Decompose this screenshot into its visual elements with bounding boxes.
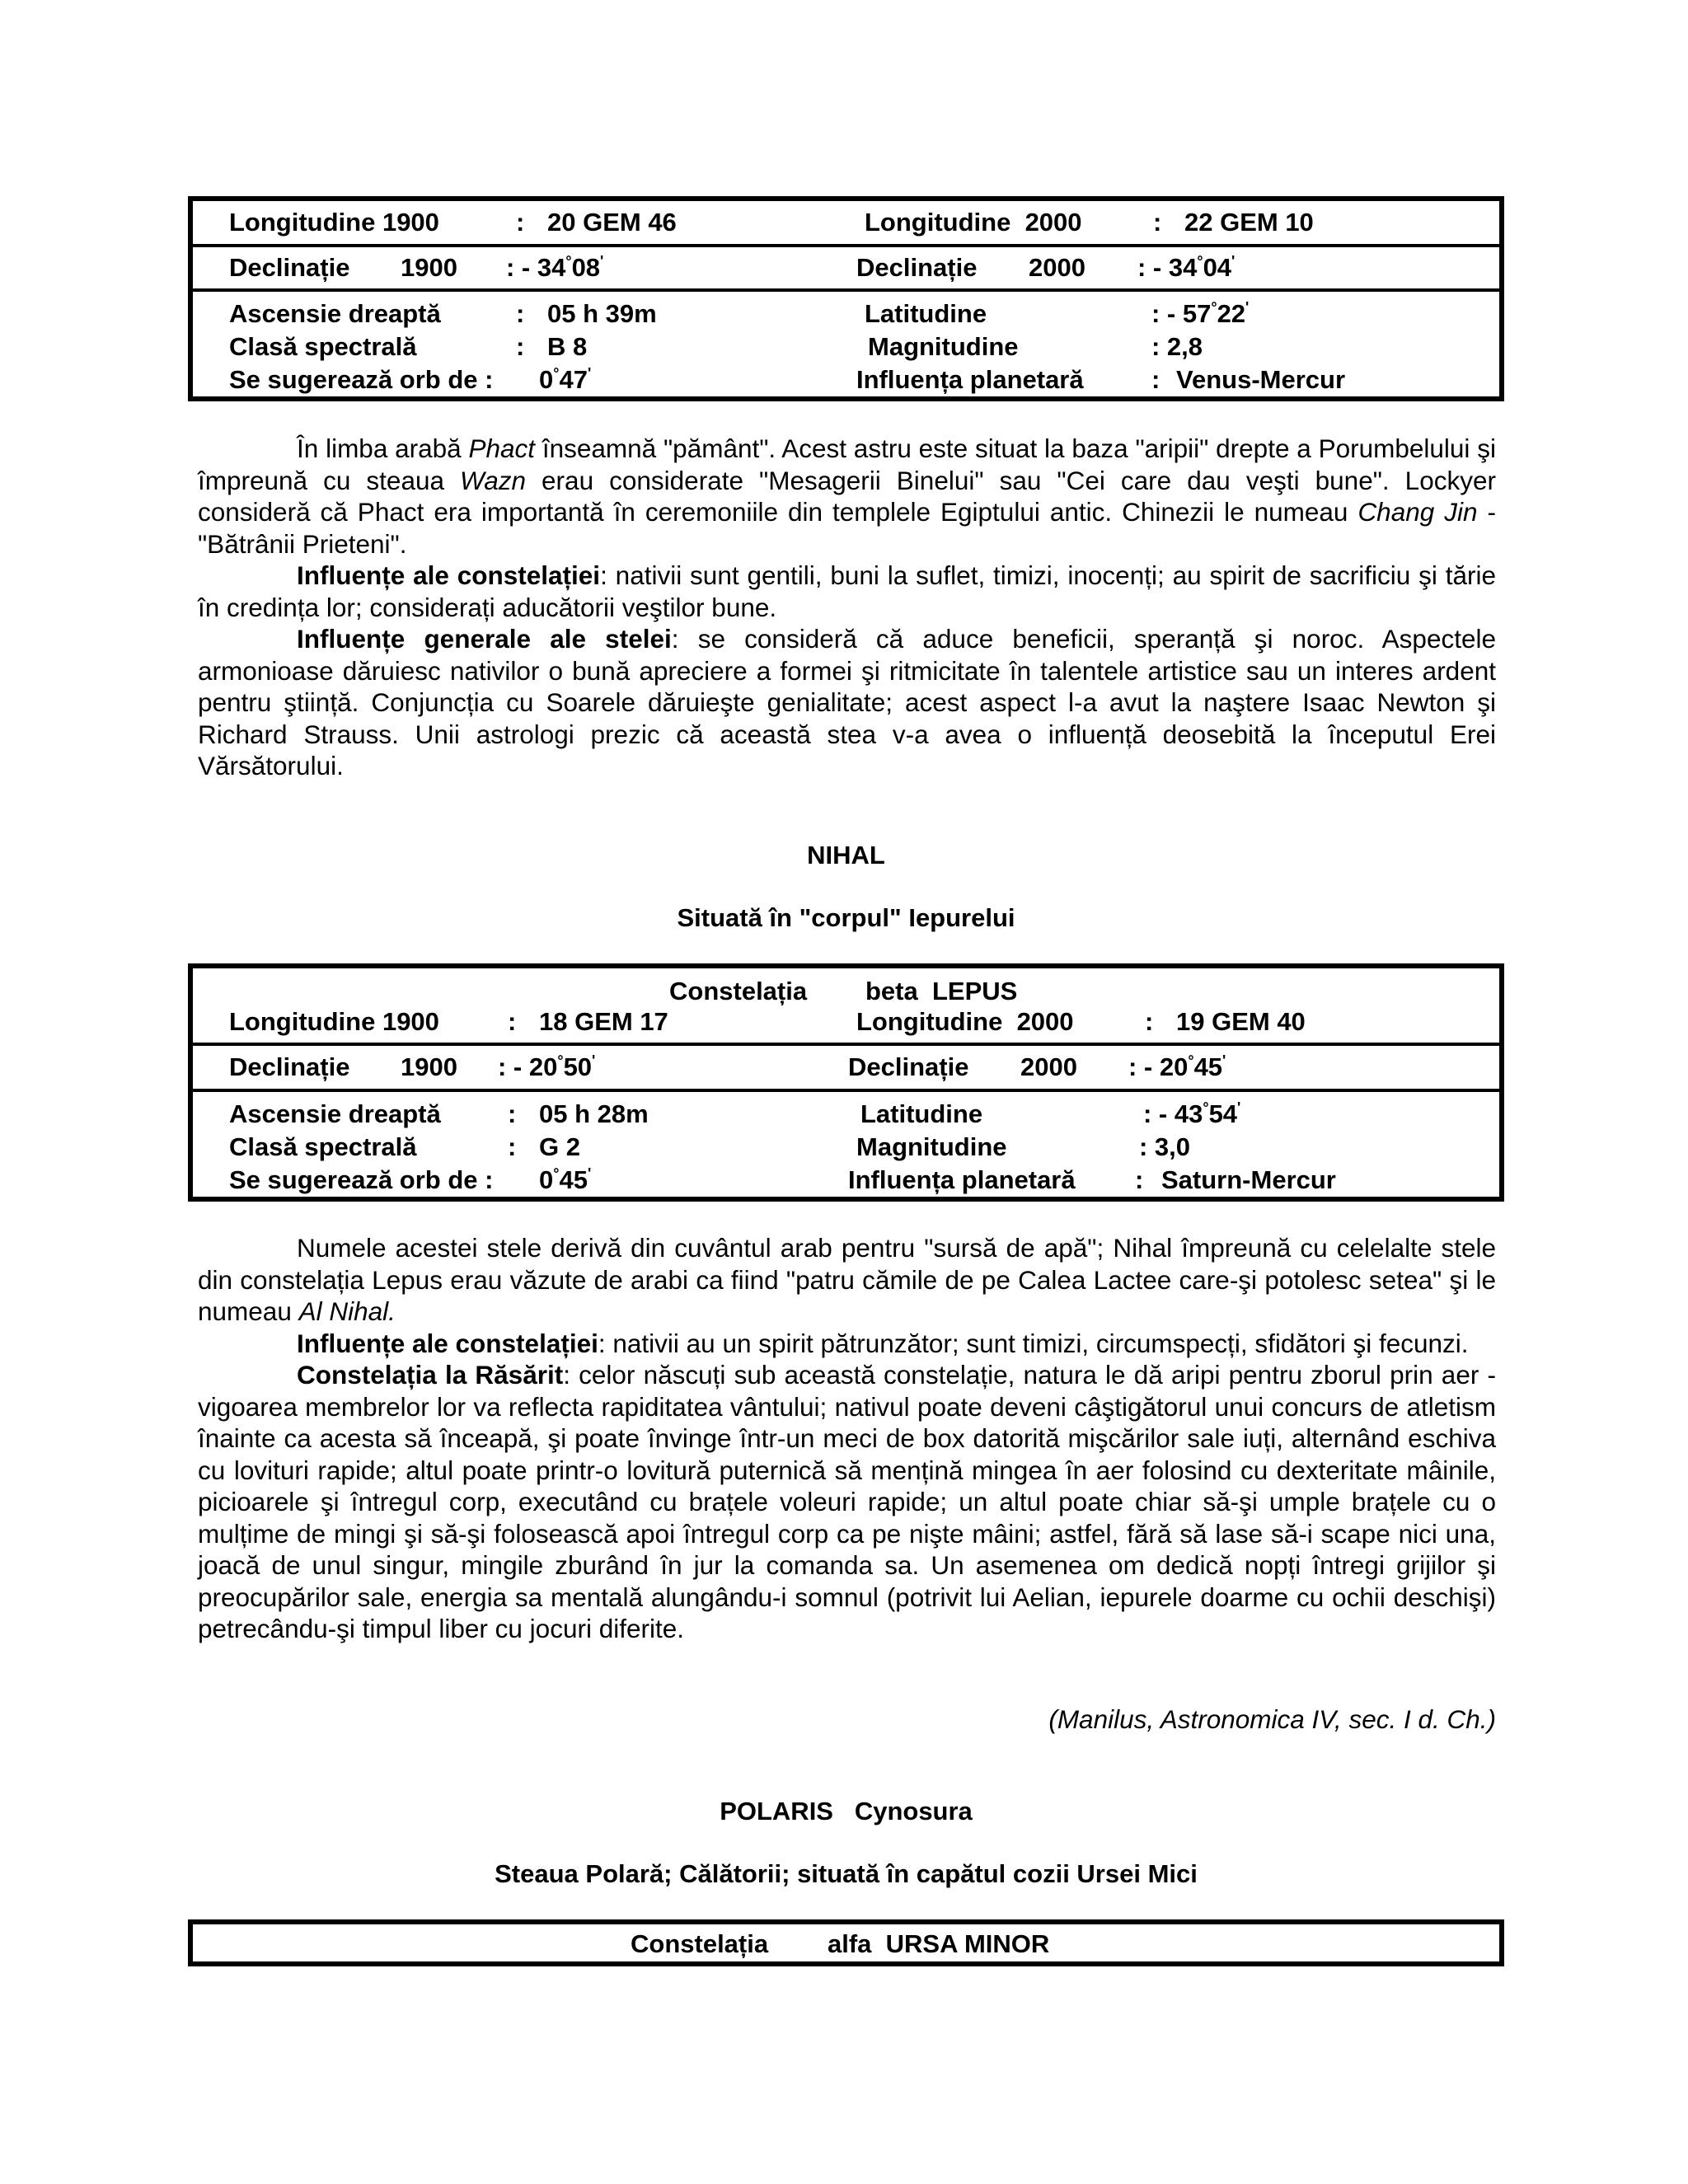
star-data-box-phact xyxy=(188,196,1504,401)
colon: : xyxy=(1135,1165,1144,1194)
longitude-2000-label: Longitudine 2000 xyxy=(856,1007,1074,1036)
constellation-row xyxy=(193,1924,1499,1961)
paragraph: Influențe ale constelației: nativii au un spirit pătrunzător; sunt timizi, circumspecți, sfidători şi fecunzi. xyxy=(297,1328,1469,1358)
planetary-influence-label: Influența planetară xyxy=(848,1165,1076,1194)
star-data-box-polaris xyxy=(188,1919,1504,1966)
declination-1900-label: Declinație xyxy=(229,253,350,282)
colon: : xyxy=(508,1132,517,1161)
latitude-label: Latitudine xyxy=(860,1099,983,1128)
constellation-label: Constelația xyxy=(669,977,808,1005)
declination-1900-year: 1900 xyxy=(401,253,457,282)
orb-value: 0°47' xyxy=(539,365,592,394)
declination-2000-label: Declinație xyxy=(856,253,978,282)
ascension-value: 05 h 39m xyxy=(547,299,657,328)
citation: (Manilus, Astronomica IV, sec. I d. Ch.) xyxy=(1048,1704,1496,1734)
latitude-label: Latitudine xyxy=(865,299,987,328)
declination-1900-label: Declinație xyxy=(229,1052,350,1081)
ascension-label: Ascensie dreaptă xyxy=(229,299,441,328)
paragraph: În limba arabă Phact înseamnă "pământ". Acest astru este situat la baza "aripii" drepte a Porumbelului şi împreună cu steaua Wazn erau considerate "Mesagerii Binelui" sau "Cei care dau veşti bune". Lockyer consideră că Phact era importantă în ceremoniile din templele Egiptului antic. Chinezii le numeau Chang Jin - "Bătrânii Prieteni". xyxy=(198,434,1496,559)
declination-row xyxy=(193,244,1499,288)
orb-value: 0°45' xyxy=(539,1165,592,1194)
latitude-value: : - 43°54' xyxy=(1143,1099,1241,1128)
section-title: NIHAL xyxy=(807,841,885,869)
longitude-2000-value: 22 GEM 10 xyxy=(1184,208,1314,237)
longitude-row xyxy=(193,201,1499,244)
declination-2000-year: 2000 xyxy=(1029,253,1085,282)
declination-1900-value: : - 34°08' xyxy=(506,253,604,282)
orb-label: Se sugerează orb de : xyxy=(229,365,494,394)
colon: : xyxy=(1145,1007,1154,1036)
longitude-1900-value: 18 GEM 17 xyxy=(539,1007,668,1036)
paragraph: Numele acestei stele derivă din cuvântul arab pentru "sursă de apă"; Nihal împreună cu celelalte stele din constelația Lepus erau văzute de arabi ca fiind "patru cămile de pe Calea Lactee care-şi potolesc setea" şi le numeau Al Nihal. xyxy=(198,1233,1496,1326)
declination-2000-value: : - 20°45' xyxy=(1128,1052,1226,1081)
colon: : xyxy=(508,1099,517,1128)
longitude-2000-value: 19 GEM 40 xyxy=(1176,1007,1306,1036)
ascension-value: 05 h 28m xyxy=(539,1099,649,1128)
constellation-value: beta LEPUS xyxy=(865,977,1018,1005)
declination-2000-year: 2000 xyxy=(1020,1052,1077,1081)
details-block xyxy=(193,288,1499,399)
magnitude-label: Magnitudine xyxy=(868,332,1019,361)
ascension-label: Ascensie dreaptă xyxy=(229,1099,441,1128)
phact-description xyxy=(198,433,1496,782)
declination-1900-year: 1900 xyxy=(401,1052,457,1081)
section-subtitle: Situată în "corpul" Iepurelui xyxy=(677,903,1015,932)
spectral-class-label: Clasă spectrală xyxy=(229,1132,417,1161)
longitude-1900-value: 20 GEM 46 xyxy=(547,208,677,237)
declination-2000-label: Declinație xyxy=(848,1052,969,1081)
constellation-value: alfa URSA MINOR xyxy=(828,1929,1050,1958)
section-subtitle: Steaua Polară; Călătorii; situată în capătul cozii Ursei Mici xyxy=(495,1859,1198,1888)
spectral-class-label: Clasă spectrală xyxy=(229,332,417,361)
constellation-longitude-row xyxy=(193,968,1499,1043)
magnitude-value: : 3,0 xyxy=(1139,1132,1191,1161)
longitude-1900-label: Longitudine 1900 xyxy=(229,1007,439,1036)
colon: : xyxy=(516,332,525,361)
latitude-value: : - 57°22' xyxy=(1151,299,1250,328)
orb-label: Se sugerează orb de : xyxy=(229,1165,494,1194)
colon: : xyxy=(516,299,525,328)
nihal-description xyxy=(198,1232,1496,1645)
declination-1900-value: : - 20°50' xyxy=(498,1052,596,1081)
longitude-1900-label: Longitudine 1900 xyxy=(229,208,439,237)
longitude-2000-label: Longitudine 2000 xyxy=(865,208,1082,237)
paragraph: Influențe ale constelației: nativii sunt gentili, buni la suflet, timizi, inocenți; au spirit de sacrificiu şi tărie în credința lor; considerați aducătorii veştilor bune. xyxy=(198,560,1496,622)
paragraph: Influențe generale ale stelei: se consideră că aduce beneficii, speranță şi noroc. Aspectele armonioase dăruiesc nativilor o bună apreciere a formei şi ritmicitate în talentele artistice sau un interes ardent pentru ştiință. Conjuncția cu Soarele dăruieşte genialitate; acest aspect l-a avut la naştere Isaac Newton şi Richard Strauss. Unii astrologi prezic că această stea v-a avea o influență deosebită la începutul Erei Vărsătorului. xyxy=(198,624,1496,780)
colon: : xyxy=(1151,365,1160,394)
declination-row xyxy=(193,1043,1499,1089)
details-block xyxy=(193,1089,1499,1199)
planetary-influence-label: Influența planetară xyxy=(856,365,1084,394)
section-title: POLARIS Cynosura xyxy=(720,1797,973,1825)
planetary-influence-value: Venus-Mercur xyxy=(1176,365,1346,394)
constellation-label: Constelația xyxy=(631,1929,769,1958)
colon: : xyxy=(516,208,525,237)
star-data-box-nihal xyxy=(188,963,1504,1202)
declination-2000-value: : - 34°04' xyxy=(1137,253,1236,282)
magnitude-label: Magnitudine xyxy=(856,1132,1007,1161)
magnitude-value: : 2,8 xyxy=(1151,332,1203,361)
colon: : xyxy=(1153,208,1162,237)
spectral-class-value: B 8 xyxy=(547,332,588,361)
planetary-influence-value: Saturn-Mercur xyxy=(1161,1165,1336,1194)
colon: : xyxy=(508,1007,517,1036)
paragraph: Constelația la Răsărit: celor născuți sub această constelație, natura le dă aripi pentru zborul prin aer - vigoarea membrelor lor va reflecta rapiditatea vântului; nativul poate deveni câştigătorul unui concurs de atletism înainte ca acesta să înceapă, şi poate învinge într-un meci de box datorită mişcărilor sale iuți, alternând eschiva cu lovituri rapide; altul poate printr-o lovitură puternică să mențină mingea în aer folosind cu dexteritate mâinile, picioarele şi întregul corp, executând cu brațele voleuri rapide; un altul poate chiar să-şi umple brațele cu o mulțime de mingi şi să-şi folosească apoi întregul corp ca pe nişte mâini; astfel, fără să lase să-i scape nici una, joacă de unul singur, mingile zburând în jur la comanda sa. Un asemenea om dedică nopți întregi grijilor şi preocupărilor sale, energia sa mentală alungându-i somnul (potrivit lui Aelian, iepurele doarme cu ochii deschişi) petrecându-şi timpul liber cu jocuri diferite. xyxy=(198,1360,1496,1643)
spectral-class-value: G 2 xyxy=(539,1132,580,1161)
